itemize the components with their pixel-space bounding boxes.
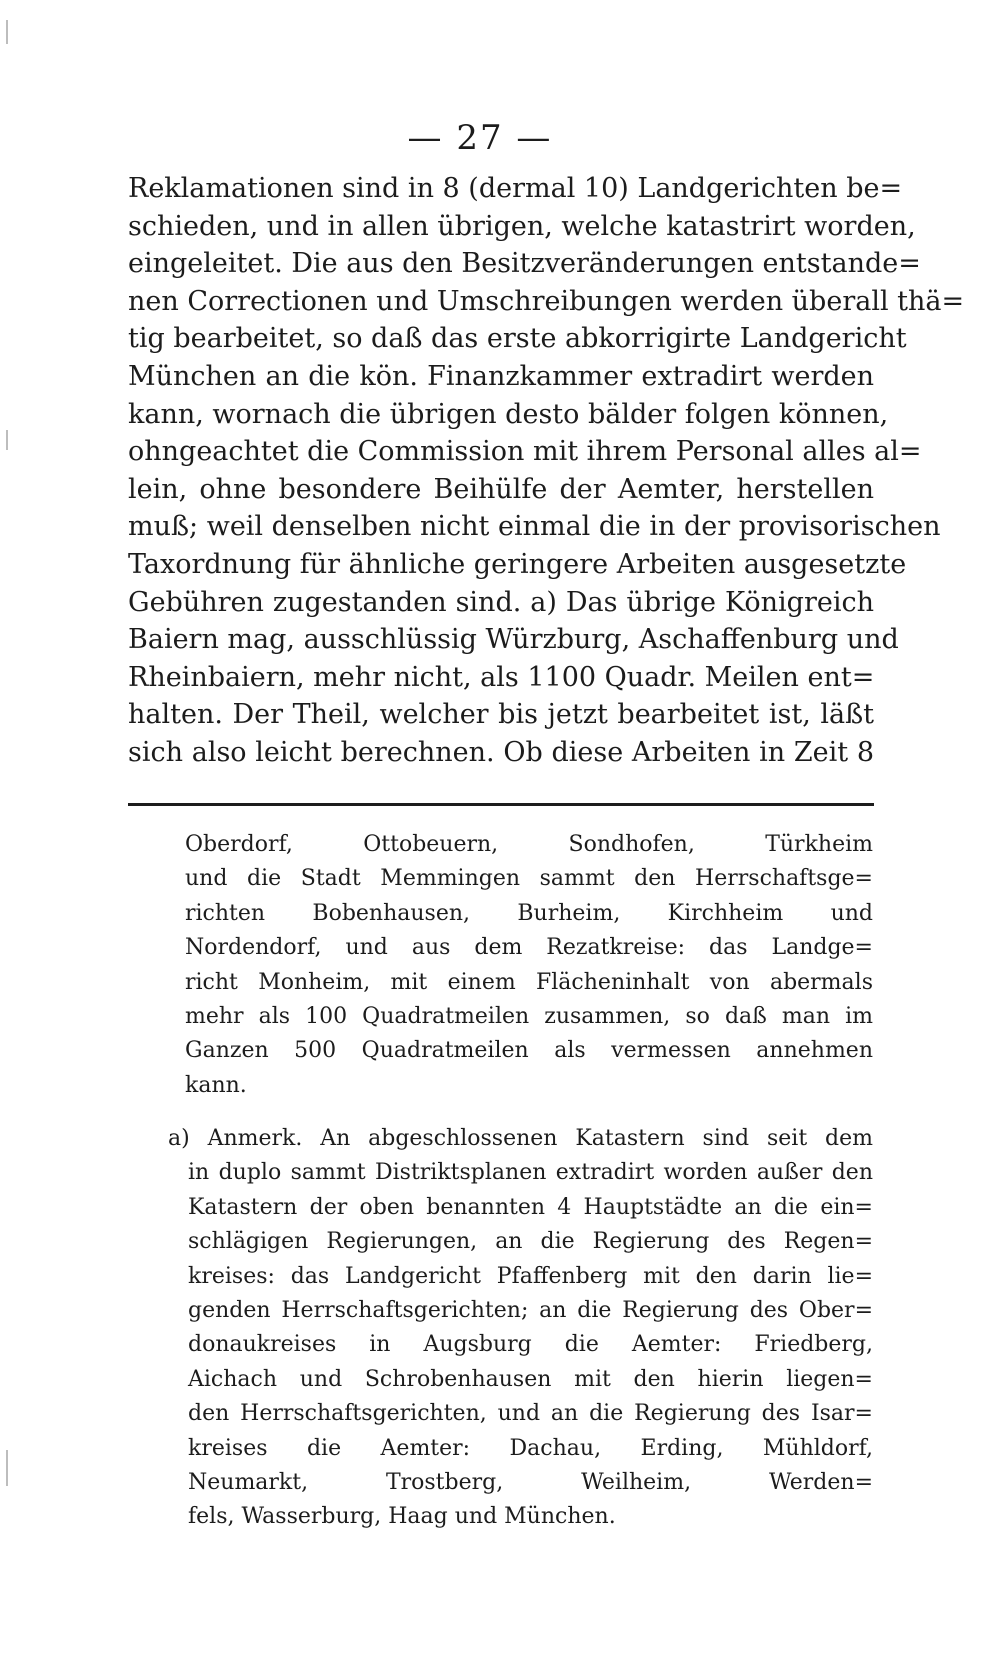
scan-edge-mark bbox=[6, 1450, 8, 1486]
body-line: halten. Der Theil, welcher bis jetzt bearbeitet ist, läßt bbox=[128, 699, 874, 731]
body-line: tig bearbeitet, so daß das erste abkorrigirte Landgericht bbox=[128, 323, 907, 355]
scan-edge-mark bbox=[6, 20, 8, 44]
body-line: Taxordnung für ähnliche geringere Arbeiten ausgesetzte bbox=[128, 548, 907, 580]
footnote-a bbox=[168, 1122, 873, 1535]
footnote-line: genden Herrschaftsgerichten; an die Regierung des Ober= bbox=[188, 1297, 873, 1323]
body-line: eingeleitet. Die aus den Besitzveränderungen entstande= bbox=[128, 248, 921, 280]
body-line: lein, ohne besondere Beihülfe der Aemter, herstellen bbox=[128, 473, 874, 505]
body-line: München an die kön. Finanzkammer extradirt werden bbox=[128, 360, 874, 392]
footnote-line: Aichach und Schrobenhausen mit den hierin liegen= bbox=[188, 1366, 873, 1392]
footnote-separator-rule bbox=[128, 803, 874, 806]
footnote-line: in duplo sammt Distriktsplanen extradirt worden außer den bbox=[188, 1160, 873, 1186]
body-line: Baiern mag, ausschlüssig Würzburg, Aschaffenburg und bbox=[128, 624, 899, 656]
footnote-line: Oberdorf, Ottobeuern, Sondhofen, Türkheim bbox=[185, 832, 873, 857]
body-line: Gebühren zugestanden sind. a) Das übrige Königreich bbox=[128, 586, 874, 618]
footnote-continued bbox=[185, 828, 873, 1103]
footnote-line: und die Stadt Memmingen sammt den Herrschaftsge= bbox=[185, 866, 873, 892]
page-number: — 27 — bbox=[407, 118, 553, 158]
body-line: Rheinbaiern, mehr nicht, als 1100 Quadr. Meilen ent= bbox=[128, 661, 875, 693]
footnote-line: kann. bbox=[185, 1072, 247, 1098]
body-line: nen Correctionen und Umschreibungen werden überall thä= bbox=[128, 285, 965, 317]
footnote-line: Nordendorf, und aus dem Rezatkreise: das Landge= bbox=[185, 935, 873, 961]
body-line: sich also leicht berechnen. Ob diese Arbeiten in Zeit 8 bbox=[128, 736, 874, 768]
footnote-line: donaukreises in Augsburg die Aemter: Friedberg, bbox=[188, 1332, 873, 1358]
footnote-line: richten Bobenhausen, Burheim, Kirchheim und bbox=[185, 900, 873, 926]
body-line: schieden, und in allen übrigen, welche katastrirt worden, bbox=[128, 210, 916, 242]
footnote-line: den Herrschaftsgerichten, und an die Regierung des Isar= bbox=[188, 1401, 873, 1427]
scan-edge-mark bbox=[6, 430, 8, 450]
footnote-line: kreises: das Landgericht Pfaffenberg mit den darin lie= bbox=[188, 1263, 873, 1289]
footnote-line: Neumarkt, Trostberg, Weilheim, Werden= bbox=[188, 1469, 873, 1495]
footnote-line: schlägigen Regierungen, an die Regierung des Regen= bbox=[188, 1229, 873, 1255]
footnote-line: mehr als 100 Quadratmeilen zusammen, so daß man im bbox=[185, 1003, 873, 1029]
footnote-line: Ganzen 500 Quadratmeilen als vermessen annehmen bbox=[185, 1038, 873, 1064]
footnote-line: richt Monheim, mit einem Flächeninhalt von abermals bbox=[185, 969, 873, 995]
body-line: kann, wornach die übrigen desto bälder folgen können, bbox=[128, 398, 889, 430]
footnote-line: kreises die Aemter: Dachau, Erding, Mühldorf, bbox=[188, 1435, 873, 1461]
footnote-line: Katastern der oben benannten 4 Hauptstädte an die ein= bbox=[188, 1194, 873, 1220]
main-body-text bbox=[128, 170, 965, 772]
body-line: Reklamationen sind in 8 (dermal 10) Landgerichten be= bbox=[128, 173, 903, 204]
body-line: ohngeachtet die Commission mit ihrem Personal alles al= bbox=[128, 436, 922, 468]
footnote-line: fels, Wasserburg, Haag und München. bbox=[188, 1504, 616, 1530]
body-line: muß; weil denselben nicht einmal die in der provisorischen bbox=[128, 511, 941, 543]
footnote-line: a) Anmerk. An abgeschlossenen Katastern sind seit dem bbox=[168, 1126, 873, 1151]
